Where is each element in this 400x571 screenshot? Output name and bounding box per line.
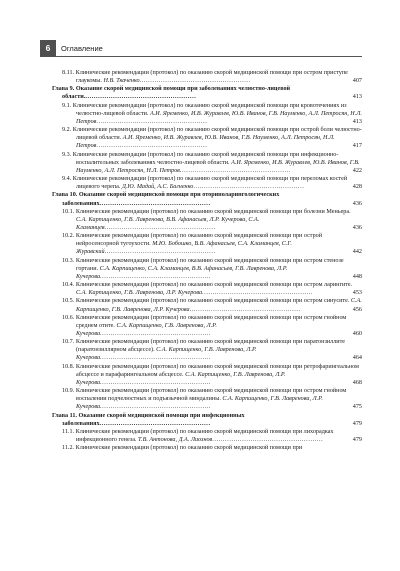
entry-title: Клинические рекомендации (протокол) по оказанию скорой медицинской помощи при остром ларингите. [75, 282, 353, 289]
dot-leader [180, 168, 291, 174]
header-page-number: 6 [40, 40, 56, 57]
entry-authors: С.А. Карпищенко, Г.В. Лавренова, Л.Р. Кучерова [76, 347, 257, 362]
entry-title: Клинические рекомендации (протокол) по оказанию скорой медицинской помощи при кровотечениях из челюстно-лицевой области. [72, 102, 347, 117]
entry-title: Клинические рекомендации (протокол) по оказанию скорой медицинской помощи при [75, 445, 303, 452]
entry-text [62, 388, 346, 410]
dot-leader [96, 119, 207, 125]
toc-section[interactable] [52, 69, 362, 85]
entry-number: 9.2. [62, 127, 72, 134]
entry-page-number: 417 [346, 142, 362, 150]
entry-authors: А.И. Яременко, И.В. Журавлев, Ю.В. Иванов, Г.В. Науменко, А.Л. Петросян, Н.Л. Петров [76, 135, 335, 150]
dot-leader [212, 437, 323, 443]
entry-authors: С.А. Карпищенко, Г.В. Лавренова, Л.Р. Кучерова [76, 298, 362, 313]
toc-section[interactable] [52, 102, 362, 126]
dot-leader [193, 184, 304, 190]
entry-authors: Д.Ю. Мадай, А.С. Багненко [121, 184, 194, 191]
dot-leader [85, 94, 196, 100]
entry-number: 10.3. [62, 257, 75, 264]
entry-page-number: 479 [346, 436, 362, 444]
entry-number: 10.8. [62, 363, 75, 370]
entry-number: 10.9. [62, 388, 75, 395]
entry-text [62, 364, 359, 386]
entry-authors: А.И. Яременко, И.В. Журавлев, Ю.В. Иванов, Г.В. Науменко, А.Л. Петросян, Н.Л. Петров [76, 159, 360, 174]
entry-number: 9.1. [62, 102, 72, 109]
dot-leader [105, 225, 216, 231]
entry-number: Глава 10. [52, 192, 78, 199]
running-header [40, 40, 362, 57]
entry-title: Клинические рекомендации (протокол) по оказанию скорой медицинской помощи при паратонзиллите (паратонзиллярном абсцессе). [75, 339, 346, 354]
dot-leader [100, 331, 211, 337]
toc-section[interactable] [52, 208, 362, 232]
dot-leader [140, 78, 251, 84]
entry-number: Глава 9. [52, 86, 75, 93]
dot-leader [190, 307, 301, 313]
dot-leader [100, 404, 211, 410]
header-rule [56, 56, 362, 57]
entry-text [52, 86, 290, 100]
entry-text [52, 192, 279, 206]
toc-section[interactable] [52, 175, 362, 191]
table-of-contents [52, 69, 362, 452]
entry-text [62, 315, 346, 337]
dot-leader [100, 421, 211, 427]
entry-title: Клинические рекомендации (протокол) по оказанию скорой медицинской помощи при остром гнойном среднем отите. [75, 314, 347, 329]
entry-text [62, 258, 344, 280]
toc-section[interactable] [52, 444, 362, 452]
toc-section[interactable] [52, 232, 362, 256]
dot-leader [100, 201, 211, 207]
entry-title: Клинические рекомендации (протокол) по оказанию скорой медицинской помощи при переломах костей лицевого черепа. [72, 176, 348, 191]
toc-section[interactable] [52, 126, 362, 150]
entry-page-number: 456 [346, 306, 362, 314]
entry-text [62, 298, 362, 312]
entry-text [62, 339, 345, 361]
entry-text [62, 127, 362, 149]
entry-title: Клинические рекомендации (протокол) по оказанию скорой медицинской помощи при ретрофарингеальном абсцессе и парафарингеальном абсцессе. [75, 363, 359, 378]
toc-section[interactable] [52, 314, 362, 338]
entry-page-number: 436 [346, 200, 362, 208]
entry-page-number: 442 [346, 248, 362, 256]
entry-page-number: 428 [346, 183, 362, 191]
toc-section[interactable] [52, 387, 362, 411]
entry-title: Оказание скорой медицинской помощи при инфекционных заболеваниях [62, 412, 245, 427]
entry-page-number: 413 [346, 93, 362, 101]
entry-authors: С.А. Карпищенко, Г.В. Лавренова, Л.Р. Кучерова [76, 290, 203, 297]
entry-text [62, 282, 352, 296]
entry-text [62, 429, 343, 443]
toc-section[interactable] [52, 281, 362, 297]
entry-authors: Н.В. Ткаченко [103, 78, 140, 85]
dot-leader [100, 355, 211, 361]
entry-authors: А.И. Яременко, И.В. Журавлев, Ю.В. Иванов, Г.В. Науменко, А.Л. Петросян, Н.Л. Петров [76, 110, 362, 125]
entry-title: Клинические рекомендации (протокол) по оказанию скорой медицинской помощи при острой боли челюстно-лицевой области. [72, 127, 362, 142]
entry-title: Клинические рекомендации (протокол) по оказанию скорой медицинской помощи при остром синусите. [75, 298, 350, 305]
dot-leader [100, 380, 211, 386]
entry-number: 8.11. [62, 70, 75, 76]
entry-page-number: 468 [346, 379, 362, 387]
entry-text [62, 233, 322, 255]
entry-authors: С.А. Карпищенко, Г.В. Лавренова, Л.Р. Кучерова [76, 371, 286, 386]
entry-page-number: 475 [346, 403, 362, 411]
entry-title: Оказание скорой медицинской помощи при заболеваниях челюстно-лицевой области. [62, 86, 291, 101]
entry-number: 10.6. [62, 314, 75, 321]
entry-number: 9.4. [62, 176, 72, 183]
toc-section[interactable] [52, 428, 362, 444]
entry-number: 11.1. [62, 428, 75, 435]
toc-chapter[interactable] [52, 412, 362, 428]
toc-section[interactable] [52, 297, 362, 313]
entry-page-number: 464 [346, 354, 362, 362]
entry-text [62, 152, 360, 174]
entry-page-number: 413 [346, 118, 362, 126]
entry-number: 10.2. [62, 233, 75, 240]
entry-page-number: 436 [346, 224, 362, 232]
toc-chapter[interactable] [52, 85, 362, 101]
header-title: Оглавление [61, 44, 103, 53]
dot-leader [100, 274, 211, 280]
entry-authors: С.А. Карпищенко, Г.В. Лавренова, В.В. Афанасьев, Л.Р. Кучерова, С.А. Кламанцев [76, 216, 260, 231]
toc-chapter[interactable] [52, 191, 362, 207]
entry-text [62, 176, 347, 190]
entry-number: 11.2. [62, 445, 75, 452]
entry-authors: С.А. Карпищенко, Г.В. Лавренова, Л.Р. Кучерова [76, 396, 323, 411]
entry-number: 10.7. [62, 339, 75, 346]
dot-leader [96, 143, 207, 149]
entry-text [62, 445, 322, 451]
entry-text [62, 209, 351, 231]
toc-section[interactable] [52, 151, 362, 175]
entry-title: Клинические рекомендации (протокол) по оказанию скорой медицинской помощи при острой нейросенсорной тугоухости. [75, 233, 322, 248]
entry-number: Глава 11. [52, 412, 77, 419]
entry-title: Клинические рекомендации (протокол) по оказанию скорой медицинской помощи при инфекционно-воспалительных заболеваниях челюстно-лицевой области. [72, 151, 339, 166]
entry-number: 10.4. [62, 282, 75, 289]
entry-page-number: 479 [346, 420, 362, 428]
dot-leader [202, 290, 313, 296]
entry-title: Клинические рекомендации (протокол) по оказанию скорой медицинской помощи при лихорадках инфекционного генеза. [75, 428, 334, 444]
toc-section[interactable] [52, 338, 362, 362]
entry-text [52, 413, 245, 427]
entry-page-number: 448 [346, 273, 362, 281]
entry-authors: С.А. Карпищенко, Г.В. Лавренова, Л.Р. Кучерова [76, 322, 217, 337]
entry-title: Оказание скорой медицинской помощи при оториноларингологических заболеваниях [62, 192, 280, 207]
toc-section[interactable] [52, 363, 362, 387]
entry-authors: С.А. Карпищенко, С.А. Кламанцев, В.В. Афанасьев, Г.В. Лавренова, Л.Р. Кучерова [76, 265, 288, 280]
entry-text [62, 103, 362, 125]
dot-leader [105, 249, 216, 255]
entry-title: Клинические рекомендации (протокол) по оказанию скорой медицинской помощи при болезни Меньера. [75, 208, 351, 215]
entry-title: Клинические рекомендации (протокол) по оказанию скорой медицинской помощи при остром приступе глаукомы. [75, 70, 348, 85]
entry-title: Клинические рекомендации (протокол) по оказанию скорой медицинской помощи при остром гнойном воспалении подчелюстных и подъязычной миндалины. [75, 388, 347, 403]
entry-text [62, 70, 348, 84]
entry-page-number: 453 [346, 289, 362, 297]
entry-authors: М.Ю. Бобошко, В.В. Афанасьев, С.А. Кламанцев, С.Г. Журавский [76, 241, 292, 256]
entry-number: 9.3. [62, 151, 72, 158]
toc-section[interactable] [52, 257, 362, 281]
entry-number: 10.5. [62, 298, 75, 305]
entry-page-number: 460 [346, 330, 362, 338]
entry-page-number: 422 [346, 167, 362, 175]
entry-number: 10.1. [62, 208, 75, 215]
entry-page-number: 407 [346, 77, 362, 85]
entry-title: Клинические рекомендации (протокол) по оказанию скорой медицинской помощи при остром стенозе гортани. [75, 257, 344, 272]
entry-authors: Т.В. Антонова, Д.А. Лиознов [138, 437, 213, 444]
